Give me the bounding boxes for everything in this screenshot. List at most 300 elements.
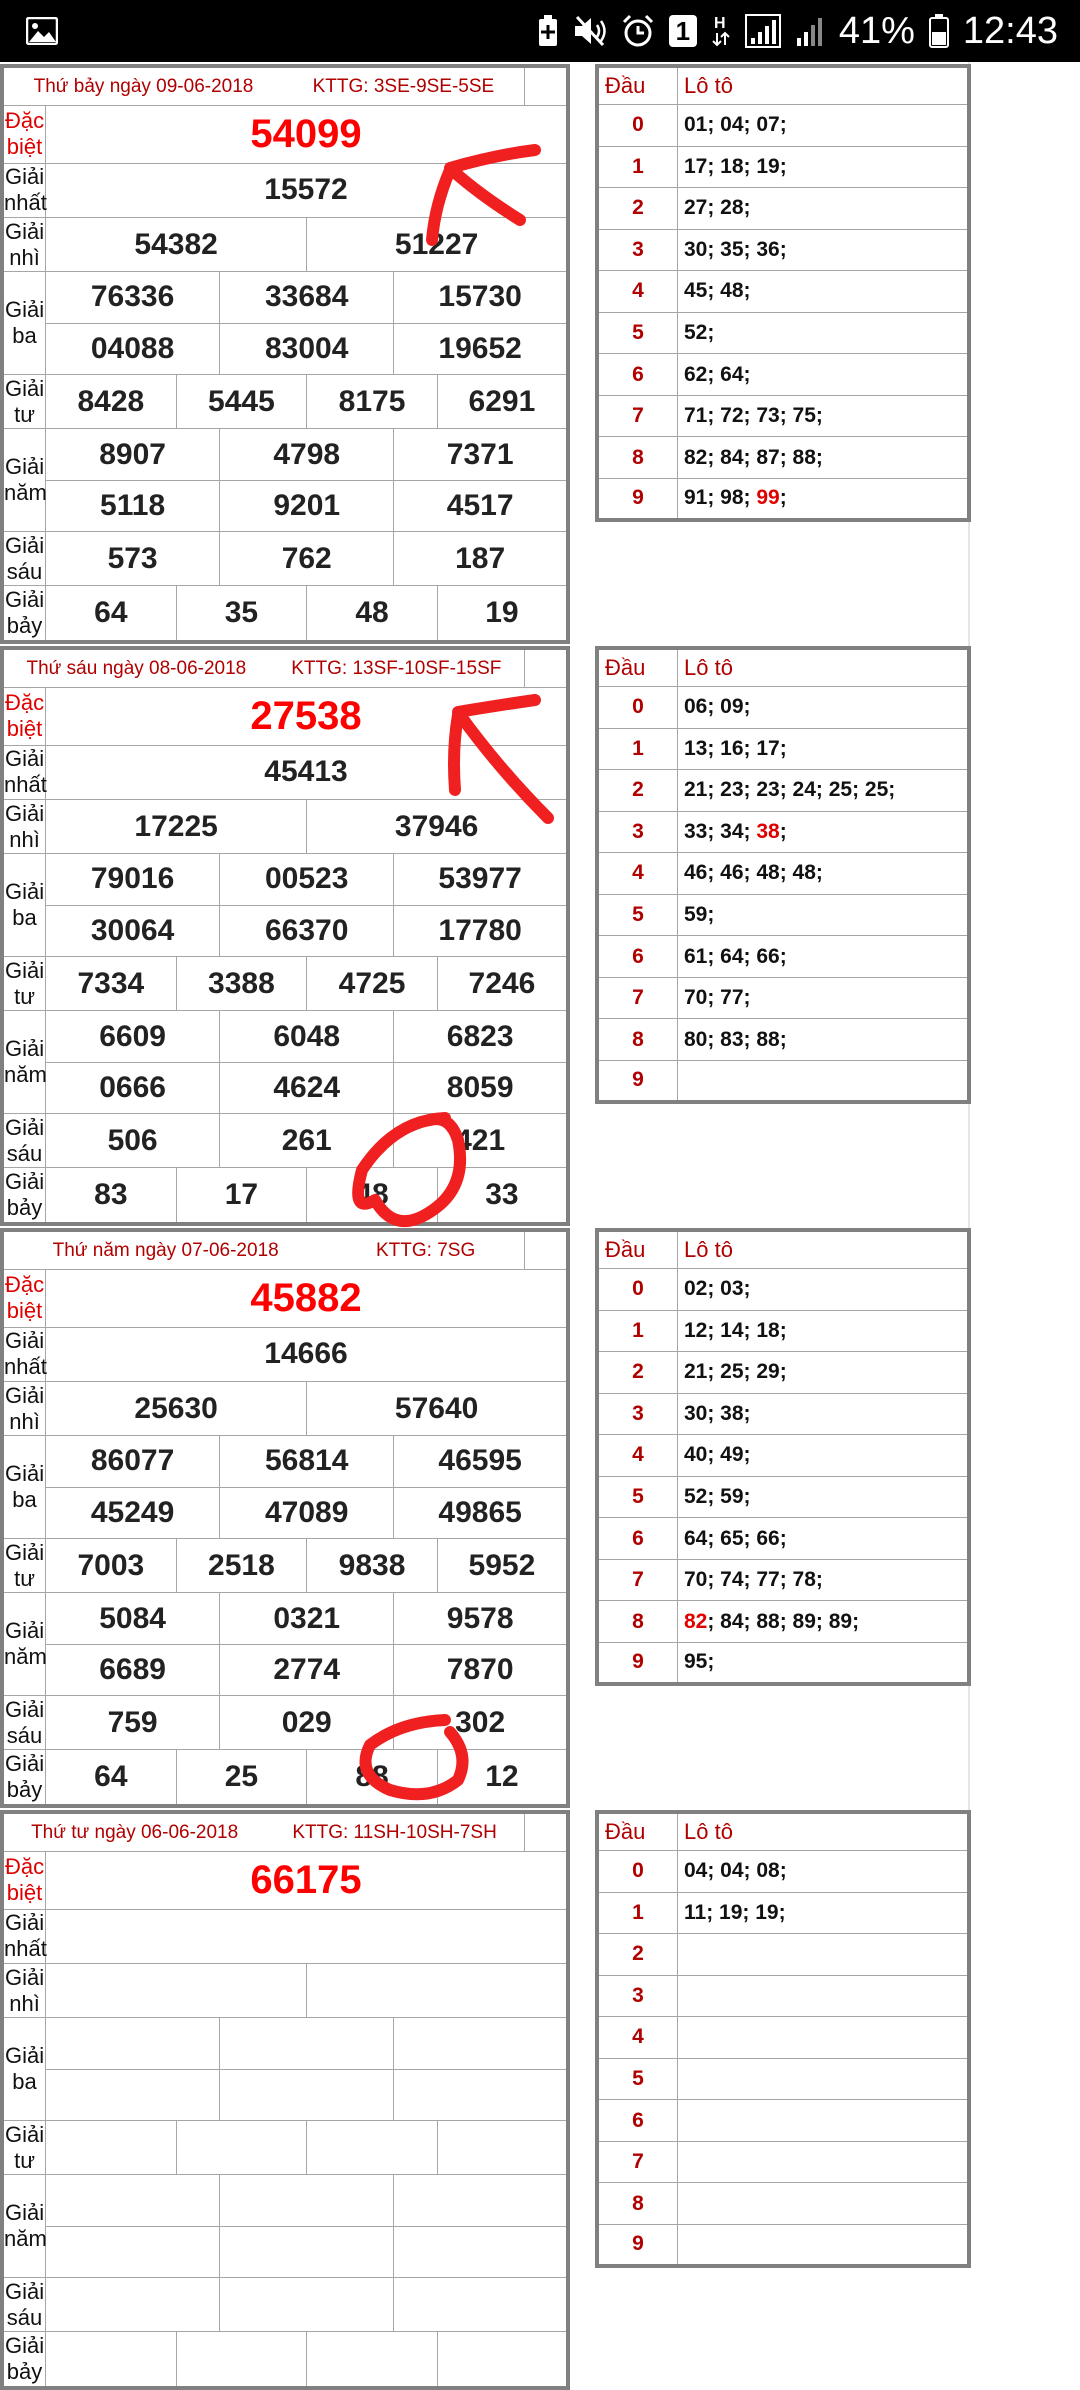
loto-row xyxy=(597,478,969,520)
loto-row xyxy=(597,977,969,1019)
loto-row xyxy=(597,1559,969,1601)
second-prize-value: 51227 xyxy=(307,217,568,271)
loto-head-digit: 1 xyxy=(597,1310,678,1352)
loto-head-digit: 8 xyxy=(597,1601,678,1643)
loto-numbers xyxy=(678,395,970,437)
third-prize-value: 33684 xyxy=(220,272,394,323)
prize-table-header xyxy=(2,1230,524,1270)
loto-row xyxy=(597,312,969,354)
special-prize-value: 27538 xyxy=(46,688,568,745)
clock-time: 12:43 xyxy=(962,9,1058,52)
label-seventh-prize: Giải bảy xyxy=(2,2332,46,2388)
loto-row xyxy=(597,146,969,188)
loto-row xyxy=(597,1269,969,1311)
label-special-prize: Đặc biệt xyxy=(2,688,46,745)
label-special-prize: Đặc biệt xyxy=(2,106,46,163)
first-prize-value: 15572 xyxy=(46,163,568,217)
second-prize-value: 17225 xyxy=(46,799,307,853)
label-third-prize: Giải ba xyxy=(2,272,46,375)
fourth-prize-value: 5952 xyxy=(437,1538,568,1592)
loto-head-digit: 0 xyxy=(597,687,678,729)
fifth-prize-value xyxy=(220,2175,394,2226)
special-prize-value: 54099 xyxy=(46,106,568,163)
loto-numbers xyxy=(678,2141,970,2183)
loto-numbers xyxy=(678,146,970,188)
notification-badge: 1 xyxy=(669,15,697,47)
third-prize-value xyxy=(220,2018,394,2069)
loto-row xyxy=(597,1892,969,1934)
prize-table-header xyxy=(2,648,524,688)
loto-head-digit: 8 xyxy=(597,437,678,479)
loto-head-digit: 9 xyxy=(597,2224,678,2266)
loto-row xyxy=(597,1518,969,1560)
seventh-prize-value: 33 xyxy=(437,1168,568,1224)
loto-row xyxy=(597,1435,969,1477)
loto-numbers xyxy=(678,1435,970,1477)
day-result-block xyxy=(0,1228,1080,1808)
loto-number-text: 82; 84; 87; 88; xyxy=(684,445,823,469)
loto-head-digit: 2 xyxy=(597,188,678,230)
label-sixth-prize: Giải sáu xyxy=(2,1696,46,1750)
third-prize-value xyxy=(46,2018,220,2069)
loto-row xyxy=(597,188,969,230)
loto-head-digit: 5 xyxy=(597,894,678,936)
fourth-prize-value: 2518 xyxy=(176,1538,307,1592)
loto-row xyxy=(597,437,969,479)
loto-row xyxy=(597,1975,969,2017)
loto-numbers xyxy=(678,478,970,520)
loto-numbers xyxy=(678,2100,970,2142)
loto-row xyxy=(597,354,969,396)
loto-table xyxy=(595,1228,971,1686)
fifth-prize-value xyxy=(394,2226,568,2277)
seventh-prize-value: 17 xyxy=(176,1168,307,1224)
label-first-prize: Giải nhất xyxy=(2,1327,46,1381)
loto-numbers xyxy=(678,687,970,729)
third-prize-value xyxy=(394,2018,568,2069)
sixth-prize-value: 421 xyxy=(394,1114,568,1168)
loto-numbers xyxy=(678,2224,970,2266)
network-h-icon xyxy=(711,13,731,49)
fifth-prize-value: 5084 xyxy=(46,1593,220,1644)
loto-number-text: ; 84; 88; 89; 89; xyxy=(707,1609,860,1633)
loto-numbers xyxy=(678,1851,970,1893)
loto-head-digit: 5 xyxy=(597,1476,678,1518)
fourth-prize-value xyxy=(307,2120,438,2174)
seventh-prize-value xyxy=(176,2332,307,2388)
loto-table xyxy=(595,64,971,522)
fifth-prize-value: 6689 xyxy=(46,1644,220,1695)
loto-number-text: 70; 77; xyxy=(684,986,751,1010)
loto-number-text: 52; xyxy=(684,321,715,344)
loto-head-digit: 6 xyxy=(597,2100,678,2142)
loto-numbers xyxy=(678,1642,970,1684)
draw-code: KTTG: 7SG xyxy=(375,1239,476,1261)
label-second-prize: Giải nhì xyxy=(2,1963,46,2017)
loto-number-text: ; xyxy=(779,486,787,510)
loto-row xyxy=(597,2224,969,2266)
loto-row xyxy=(597,2100,969,2142)
sixth-prize-value xyxy=(394,2278,568,2332)
third-prize-value: 17780 xyxy=(394,905,568,956)
label-seventh-prize: Giải bảy xyxy=(2,1750,46,1806)
second-prize-value: 54382 xyxy=(46,217,307,271)
fifth-prize-value: 6609 xyxy=(46,1011,220,1062)
label-sixth-prize: Giải sáu xyxy=(2,532,46,586)
third-prize-value: 00523 xyxy=(220,854,394,905)
loto-head-digit: 6 xyxy=(597,354,678,396)
loto-head-digit: 6 xyxy=(597,1518,678,1560)
sixth-prize-value: 762 xyxy=(220,532,394,586)
first-prize-value: 45413 xyxy=(46,745,568,799)
fourth-prize-value: 6291 xyxy=(437,374,568,428)
label-sixth-prize: Giải sáu xyxy=(2,2278,46,2332)
loto-number-text: 17; 18; 19; xyxy=(684,154,787,178)
loto-number-text: 64; 65; 66; xyxy=(684,1526,787,1550)
draw-code: KTTG: 13SF-10SF-15SF xyxy=(291,657,502,679)
fifth-prize-value: 0321 xyxy=(220,1593,394,1644)
loto-row xyxy=(597,728,969,770)
loto-head-digit: 4 xyxy=(597,853,678,895)
loto-row xyxy=(597,1934,969,1976)
third-prize-value: 19652 xyxy=(394,323,568,374)
gallery-icon xyxy=(26,17,58,45)
loto-row xyxy=(597,1352,969,1394)
day-result-block xyxy=(0,1810,1080,2390)
sixth-prize-value xyxy=(220,2278,394,2332)
second-prize-value: 37946 xyxy=(307,799,568,853)
draw-date[interactable]: Thứ bảy ngày 09-06-2018 xyxy=(33,75,254,97)
loto-numbers xyxy=(678,728,970,770)
draw-code: KTTG: 11SH-10SH-7SH xyxy=(292,1821,497,1843)
loto-head-digit: 3 xyxy=(597,229,678,271)
third-prize-value: 53977 xyxy=(394,854,568,905)
label-fifth-prize: Giải năm xyxy=(2,1593,46,1696)
seventh-prize-value: 19 xyxy=(437,586,568,642)
loto-numbers xyxy=(678,811,970,853)
loto-row xyxy=(597,1601,969,1643)
loto-table xyxy=(595,646,971,1104)
loto-head-digit: 2 xyxy=(597,1934,678,1976)
loto-number-text: 02; 03; xyxy=(684,1277,751,1301)
loto-number-text: 33; 34; xyxy=(684,819,757,843)
label-fourth-prize: Giải tư xyxy=(2,374,46,428)
loto-row xyxy=(597,1393,969,1435)
label-third-prize: Giải ba xyxy=(2,2018,46,2121)
loto-numbers xyxy=(678,2017,970,2059)
seventh-prize-value xyxy=(437,2332,568,2388)
loto-row xyxy=(597,2183,969,2225)
loto-header-numbers: Lô tô xyxy=(678,66,970,105)
fourth-prize-value: 4725 xyxy=(307,956,438,1010)
loto-numbers xyxy=(678,188,970,230)
third-prize-value xyxy=(220,2069,394,2120)
label-first-prize: Giải nhất xyxy=(2,1909,46,1963)
loto-number-text: 52; 59; xyxy=(684,1485,751,1508)
loto-number-text: 95; xyxy=(684,1650,715,1674)
loto-number-text: 30; 38; xyxy=(684,1401,751,1425)
loto-numbers xyxy=(678,1019,970,1061)
loto-number-text: 11; 19; 19; xyxy=(684,1900,786,1924)
label-fourth-prize: Giải tư xyxy=(2,2120,46,2174)
loto-row xyxy=(597,271,969,313)
loto-numbers xyxy=(678,1975,970,2017)
label-seventh-prize: Giải bảy xyxy=(2,586,46,642)
loto-head-digit: 2 xyxy=(597,770,678,812)
loto-numbers xyxy=(678,1310,970,1352)
loto-number-text: 40; 49; xyxy=(684,1443,751,1467)
label-second-prize: Giải nhì xyxy=(2,1381,46,1435)
loto-head-digit: 8 xyxy=(597,2183,678,2225)
draw-date[interactable]: Thứ sáu ngày 08-06-2018 xyxy=(26,657,247,679)
battery-percent: 41% xyxy=(838,9,915,52)
loto-head-digit: 4 xyxy=(597,1435,678,1477)
fifth-prize-value xyxy=(46,2175,220,2226)
loto-number-text: 21; 23; 23; 24; 25; 25; xyxy=(684,778,896,802)
loto-row xyxy=(597,2058,969,2100)
loto-row xyxy=(597,2141,969,2183)
sixth-prize-value: 759 xyxy=(46,1696,220,1750)
loto-number-text: 62; 64; xyxy=(684,362,751,386)
loto-number-text: 59; xyxy=(684,903,715,926)
third-prize-value: 79016 xyxy=(46,854,220,905)
alarm-icon xyxy=(621,14,655,48)
fourth-prize-value: 7246 xyxy=(437,956,568,1010)
label-sixth-prize: Giải sáu xyxy=(2,1114,46,1168)
seventh-prize-value: 25 xyxy=(176,1750,307,1806)
label-fifth-prize: Giải năm xyxy=(2,2175,46,2278)
loto-numbers xyxy=(678,770,970,812)
loto-number-text: 01; 04; 07; xyxy=(684,113,787,137)
fifth-prize-value: 8907 xyxy=(46,429,220,480)
loto-number-text: 46; 46; 48; 48; xyxy=(684,861,823,885)
loto-head-digit: 5 xyxy=(597,2058,678,2100)
loto-numbers xyxy=(678,354,970,396)
fifth-prize-value: 4624 xyxy=(220,1062,394,1113)
label-first-prize: Giải nhất xyxy=(2,163,46,217)
label-fifth-prize: Giải năm xyxy=(2,1011,46,1114)
loto-head-digit: 3 xyxy=(597,1393,678,1435)
loto-numbers xyxy=(678,312,970,354)
loto-head-digit: 6 xyxy=(597,936,678,978)
loto-head-digit: 7 xyxy=(597,2141,678,2183)
loto-row xyxy=(597,1060,969,1102)
fifth-prize-value: 5118 xyxy=(46,480,220,531)
third-prize-value: 76336 xyxy=(46,272,220,323)
loto-header-numbers: Lô tô xyxy=(678,1812,970,1851)
loto-numbers xyxy=(678,229,970,271)
label-special-prize: Đặc biệt xyxy=(2,1270,46,1327)
third-prize-value: 83004 xyxy=(220,323,394,374)
day-result-block xyxy=(0,646,1080,1226)
loto-row xyxy=(597,936,969,978)
third-prize-value: 49865 xyxy=(394,1487,568,1538)
loto-table xyxy=(595,1810,971,2268)
third-prize-value xyxy=(394,2069,568,2120)
signal-2-icon xyxy=(795,14,825,48)
battery-saver-icon xyxy=(537,15,559,47)
special-prize-value: 45882 xyxy=(46,1270,568,1327)
label-fourth-prize: Giải tư xyxy=(2,1538,46,1592)
loto-number-text: 27; 28; xyxy=(684,196,751,220)
loto-number-text: 04; 04; 08; xyxy=(684,1859,787,1883)
fourth-prize-value: 3388 xyxy=(176,956,307,1010)
mute-icon xyxy=(573,15,607,47)
label-second-prize: Giải nhì xyxy=(2,799,46,853)
loto-numbers xyxy=(678,1518,970,1560)
fifth-prize-value: 9578 xyxy=(394,1593,568,1644)
prize-table-header xyxy=(2,66,524,106)
third-prize-value: 30064 xyxy=(46,905,220,956)
fourth-prize-value: 9838 xyxy=(307,1538,438,1592)
loto-head-digit: 7 xyxy=(597,395,678,437)
loto-numbers xyxy=(678,437,970,479)
sixth-prize-value: 302 xyxy=(394,1696,568,1750)
seventh-prize-value: 48 xyxy=(307,1168,438,1224)
fifth-prize-value xyxy=(220,2226,394,2277)
loto-numbers xyxy=(678,1352,970,1394)
fourth-prize-value: 8428 xyxy=(46,374,177,428)
loto-head-digit: 3 xyxy=(597,811,678,853)
fourth-prize-value: 5445 xyxy=(176,374,307,428)
loto-row xyxy=(597,1310,969,1352)
seventh-prize-value: 83 xyxy=(46,1168,177,1224)
loto-head-digit: 5 xyxy=(597,312,678,354)
third-prize-value: 56814 xyxy=(220,1436,394,1487)
loto-numbers xyxy=(678,1476,970,1518)
fifth-prize-value: 2774 xyxy=(220,1644,394,1695)
third-prize-value xyxy=(46,2069,220,2120)
label-third-prize: Giải ba xyxy=(2,854,46,957)
label-fourth-prize: Giải tư xyxy=(2,956,46,1010)
loto-numbers xyxy=(678,271,970,313)
second-prize-value xyxy=(46,1963,307,2017)
first-prize-value xyxy=(46,1909,568,1963)
battery-icon xyxy=(929,14,949,48)
loto-head-digit: 1 xyxy=(597,728,678,770)
fourth-prize-value: 7003 xyxy=(46,1538,177,1592)
special-prize-value: 66175 xyxy=(46,1852,568,1909)
label-second-prize: Giải nhì xyxy=(2,217,46,271)
loto-special-number: 38 xyxy=(756,819,780,843)
loto-header-head: Đầu xyxy=(597,648,678,687)
loto-row xyxy=(597,770,969,812)
fifth-prize-value: 7371 xyxy=(394,429,568,480)
loto-row xyxy=(597,229,969,271)
draw-code: KTTG: 3SE-9SE-5SE xyxy=(312,75,495,97)
loto-row xyxy=(597,811,969,853)
loto-head-digit: 2 xyxy=(597,1352,678,1394)
loto-number-text: 70; 74; 77; 78; xyxy=(684,1568,823,1592)
third-prize-value: 15730 xyxy=(394,272,568,323)
fourth-prize-value: 8175 xyxy=(307,374,438,428)
loto-special-number: 82 xyxy=(684,1609,708,1633)
status-bar xyxy=(0,0,1080,62)
loto-row xyxy=(597,2017,969,2059)
loto-head-digit: 9 xyxy=(597,1642,678,1684)
second-prize-value: 25630 xyxy=(46,1381,307,1435)
loto-row xyxy=(597,853,969,895)
prize-table-header xyxy=(2,1812,524,1852)
loto-number-text: 91; 98; xyxy=(684,486,757,510)
fifth-prize-value: 6048 xyxy=(220,1011,394,1062)
fourth-prize-value xyxy=(176,2120,307,2174)
loto-numbers xyxy=(678,2183,970,2225)
loto-number-text: 12; 14; 18; xyxy=(684,1318,787,1342)
loto-number-text: 45; 48; xyxy=(684,279,751,303)
fourth-prize-value xyxy=(46,2120,177,2174)
loto-numbers xyxy=(678,2058,970,2100)
loto-head-digit: 8 xyxy=(597,1019,678,1061)
loto-header-head: Đầu xyxy=(597,1812,678,1851)
loto-row xyxy=(597,105,969,147)
seventh-prize-value xyxy=(307,2332,438,2388)
loto-head-digit: 1 xyxy=(597,146,678,188)
fourth-prize-value xyxy=(437,2120,568,2174)
sixth-prize-value: 506 xyxy=(46,1114,220,1168)
fifth-prize-value: 7870 xyxy=(394,1644,568,1695)
label-seventh-prize: Giải bảy xyxy=(2,1168,46,1224)
loto-number-text: 71; 72; 73; 75; xyxy=(684,404,823,428)
loto-row xyxy=(597,1642,969,1684)
fourth-prize-value: 7334 xyxy=(46,956,177,1010)
third-prize-value: 66370 xyxy=(220,905,394,956)
sixth-prize-value: 261 xyxy=(220,1114,394,1168)
seventh-prize-value: 48 xyxy=(307,586,438,642)
fifth-prize-value: 4798 xyxy=(220,429,394,480)
loto-numbers xyxy=(678,1060,970,1102)
sixth-prize-value: 573 xyxy=(46,532,220,586)
loto-head-digit: 1 xyxy=(597,1892,678,1934)
draw-date[interactable]: Thứ năm ngày 07-06-2018 xyxy=(52,1239,279,1261)
loto-numbers xyxy=(678,936,970,978)
draw-date[interactable]: Thứ tư ngày 06-06-2018 xyxy=(31,1821,239,1843)
loto-numbers xyxy=(678,853,970,895)
svg-text:H: H xyxy=(713,15,726,32)
loto-head-digit: 9 xyxy=(597,478,678,520)
loto-head-digit: 0 xyxy=(597,1851,678,1893)
second-prize-value: 57640 xyxy=(307,1381,568,1435)
loto-head-digit: 7 xyxy=(597,977,678,1019)
loto-number-text: 61; 64; 66; xyxy=(684,944,787,968)
loto-numbers xyxy=(678,1934,970,1976)
fifth-prize-value: 8059 xyxy=(394,1062,568,1113)
label-special-prize: Đặc biệt xyxy=(2,1852,46,1909)
loto-row xyxy=(597,1476,969,1518)
loto-numbers xyxy=(678,1892,970,1934)
seventh-prize-value: 12 xyxy=(437,1750,568,1806)
second-prize-value xyxy=(307,1963,568,2017)
loto-header-numbers: Lô tô xyxy=(678,648,970,687)
loto-numbers xyxy=(678,105,970,147)
sixth-prize-value: 029 xyxy=(220,1696,394,1750)
prize-table xyxy=(0,1228,570,1808)
loto-header-head: Đầu xyxy=(597,1230,678,1269)
loto-row xyxy=(597,687,969,729)
seventh-prize-value: 64 xyxy=(46,1750,177,1806)
label-first-prize: Giải nhất xyxy=(2,745,46,799)
loto-row xyxy=(597,894,969,936)
loto-number-text: 13; 16; 17; xyxy=(684,736,787,760)
loto-head-digit: 0 xyxy=(597,1269,678,1311)
loto-numbers xyxy=(678,977,970,1019)
first-prize-value: 14666 xyxy=(46,1327,568,1381)
label-third-prize: Giải ba xyxy=(2,1436,46,1539)
loto-number-text: 80; 83; 88; xyxy=(684,1027,787,1051)
loto-numbers xyxy=(678,894,970,936)
third-prize-value: 86077 xyxy=(46,1436,220,1487)
label-fifth-prize: Giải năm xyxy=(2,429,46,532)
